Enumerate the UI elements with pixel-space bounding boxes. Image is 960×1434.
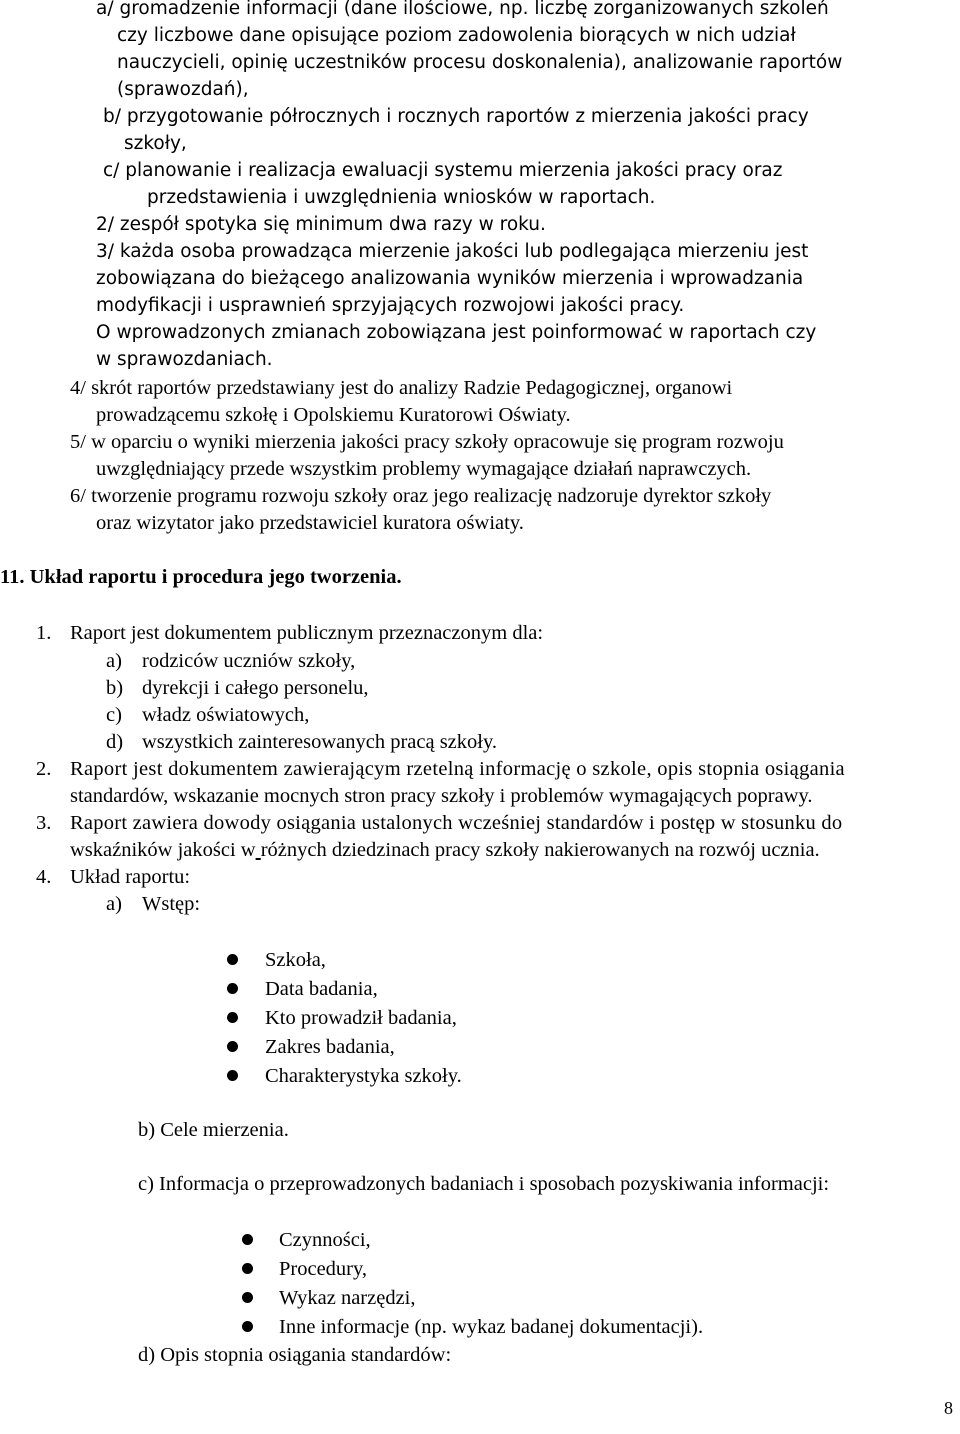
sub-item-text: dyrekcji i całego personelu, [142, 677, 369, 699]
page-number: 8 [944, 1398, 953, 1418]
bullet-icon [227, 983, 238, 994]
text-line: modyfikacji i usprawnień sprzyjających rozwojowi jakości pracy. [96, 295, 685, 316]
text-line: czy liczbowe dane opisujące poziom zadowolenia biorących w nich udział [117, 25, 796, 46]
sub-item-text: władz oświatowych, [142, 704, 310, 726]
bullet-item: Charakterystyka szkoły. [265, 1065, 462, 1087]
list-number: 2. [36, 758, 52, 780]
text-line: c/ planowanie i realizacja ewaluacji systemu mierzenia jakości pracy oraz [103, 160, 783, 181]
text-line: b/ przygotowanie półrocznych i rocznych raportów z mierzenia jakości pracy [103, 106, 809, 127]
text-line: prowadzącemu szkołę i Opolskiemu Kuratorowi Oświaty. [96, 404, 571, 426]
bullet-item: Data badania, [265, 978, 378, 1000]
list-number: 4. [36, 866, 52, 888]
bullet-item: Inne informacje (np. wykaz badanej dokumentacji). [279, 1316, 704, 1338]
text-line: 4/ skrót raportów przedstawiany jest do analizy Radzie Pedagogicznej, organowi [70, 377, 733, 399]
sub-item-label: d) [106, 731, 124, 753]
list-number: 3. [36, 812, 52, 834]
list-item-text [70, 840, 820, 861]
bullet-item: Szkoła, [265, 949, 326, 971]
bullet-icon [242, 1263, 253, 1274]
list-item-text: Układ raportu: [70, 866, 191, 888]
bullet-item: Zakres badania, [265, 1036, 395, 1058]
text-line: 5/ w oparciu o wyniki mierzenia jakości pracy szkoły opracowuje się program rozwoju [70, 431, 784, 453]
sub-item-text: d) Opis stopnia osiągania standardów: [138, 1344, 452, 1366]
bullet-icon [227, 1012, 238, 1023]
text-line: oraz wizytator jako przedstawiciel kuratora oświaty. [96, 512, 524, 534]
text-line: (sprawozdań), [117, 79, 249, 100]
text-line: a/ gromadzenie informacji (dane ilościowe, np. liczbę zorganizowanych szkoleń [96, 0, 829, 19]
text-line: uwzględniający przede wszystkim problemy wymagające działań naprawczych. [96, 458, 752, 480]
list-item-text: Raport zawiera dowody osiągania ustalonych wcześniej standardów i postęp w stosunku do [70, 812, 843, 834]
sub-item-label: a) [106, 893, 122, 915]
bullet-item: Kto prowadził badania, [265, 1007, 457, 1029]
sub-item-label: c) [106, 704, 122, 726]
bullet-icon [242, 1234, 253, 1245]
list-item-text: Raport jest dokumentem zawierającym rzetelną informację o szkole, opis stopnia osiągania [70, 758, 845, 780]
bullet-item: Procedury, [279, 1258, 368, 1280]
list-item-text: Raport jest dokumentem publicznym przeznaczonym dla: [70, 622, 544, 644]
sub-item-text: Wstęp: [142, 893, 201, 915]
bullet-item: Wykaz narzędzi, [279, 1287, 416, 1309]
sub-item-text: b) Cele mierzenia. [138, 1119, 289, 1141]
text-line: 2/ zespół spotyka się minimum dwa razy w roku. [96, 214, 546, 235]
text-line: 6/ tworzenie programu rozwoju szkoły oraz jego realizację nadzoruje dyrektor szkoły [70, 485, 772, 507]
text-line: w sprawozdaniach. [96, 349, 273, 370]
text-line: O wprowadzonych zmianach zobowiązana jest poinformować w raportach czy [96, 322, 817, 343]
sub-item-text: wszystkich zainteresowanych pracą szkoły. [142, 731, 498, 753]
bullet-item: Czynności, [279, 1229, 371, 1251]
sub-item-text: rodziców uczniów szkoły, [142, 650, 356, 672]
text-line: nauczycieli, opinię uczestników procesu doskonalenia), analizowanie raportów [117, 52, 843, 73]
section-heading: 11. Układ raportu i procedura jego tworzenia. [0, 566, 402, 588]
text-line: zobowiązana do bieżącego analizowania wyników mierzenia i wprowadzania [96, 268, 804, 289]
text-line: 3/ każda osoba prowadząca mierzenie jakości lub podlegająca mierzeniu jest [96, 241, 809, 262]
sub-item-label: b) [106, 677, 124, 699]
list-number: 1. [36, 622, 52, 644]
sub-item-text: c) Informacja o przeprowadzonych badaniach i sposobach pozyskiwania informacji: [138, 1173, 830, 1195]
bullet-icon [242, 1321, 253, 1332]
bullet-icon [227, 1070, 238, 1081]
text-line: szkoły, [124, 133, 187, 154]
bullet-icon [227, 1041, 238, 1052]
text-span: różnych dziedzinach pracy szkoły nakierowanych na rozwój ucznia. [260, 839, 820, 861]
bullet-icon [227, 954, 238, 965]
bullet-icon [242, 1292, 253, 1303]
sub-item-label: a) [106, 650, 122, 672]
list-item-text: standardów, wskazanie mocnych stron pracy szkoły i problemów wymagających poprawy. [70, 785, 813, 807]
text-line: przedstawienia i uwzględnienia wniosków w raportach. [147, 187, 656, 208]
text-span: wskaźników jakości w [70, 839, 256, 861]
